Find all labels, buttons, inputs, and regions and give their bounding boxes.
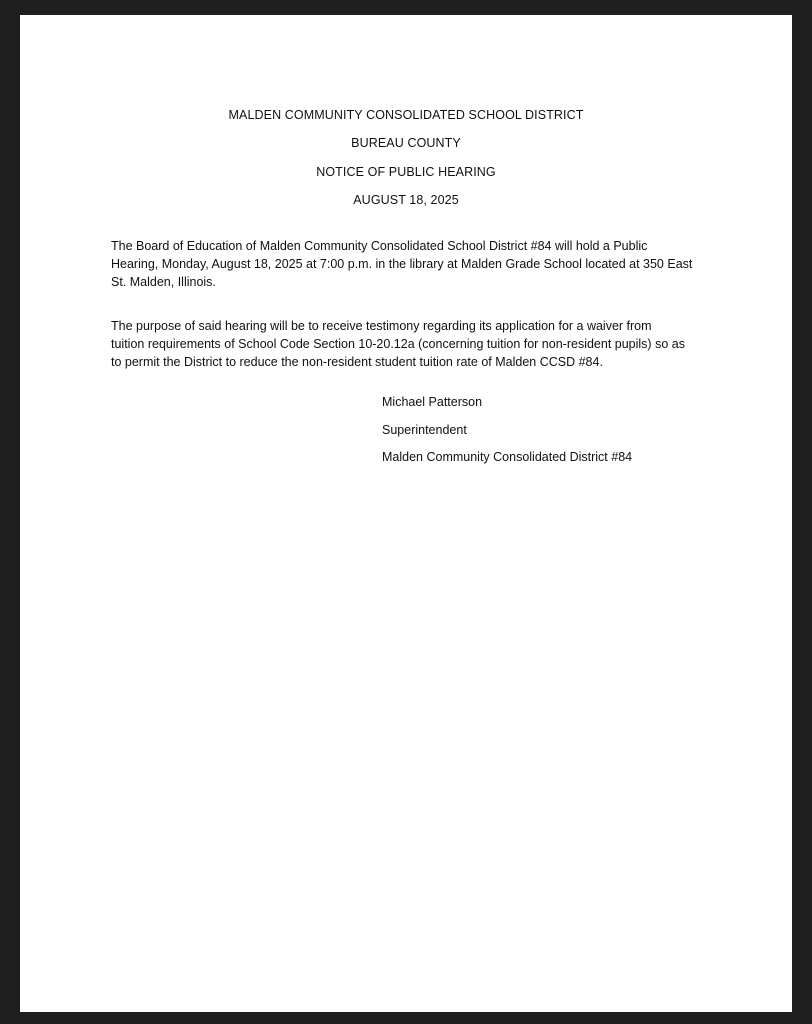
signatory-role: Superintendent [382,423,467,437]
paragraph-line: tuition requirements of School Code Section 10-20.12a (concerning tuition for non-resident pupils) so as [111,337,685,351]
county-heading: BUREAU COUNTY [351,136,461,150]
hearing-announcement-paragraph [111,237,711,291]
paragraph-line: The purpose of said hearing will be to receive testimony regarding its application for a waiver from [111,319,652,333]
notice-heading: NOTICE OF PUBLIC HEARING [316,165,496,179]
hearing-purpose-paragraph [111,317,711,371]
document-page [20,15,792,1012]
district-title: MALDEN COMMUNITY CONSOLIDATED SCHOOL DISTRICT [228,108,584,122]
paragraph-line: The Board of Education of Malden Community Consolidated School District #84 will hold a Public [111,239,648,253]
signatory-organization: Malden Community Consolidated District #84 [382,450,633,464]
paragraph-line: to permit the District to reduce the non-resident student tuition rate of Malden CCSD #84. [111,355,603,369]
paragraph-line: St. Malden, Illinois. [111,275,216,289]
signatory-name: Michael Patterson [382,395,483,409]
paragraph-line: Hearing, Monday, August 18, 2025 at 7:00 p.m. in the library at Malden Grade School located at 350 East [111,257,693,271]
hearing-date-heading: AUGUST 18, 2025 [353,193,459,207]
